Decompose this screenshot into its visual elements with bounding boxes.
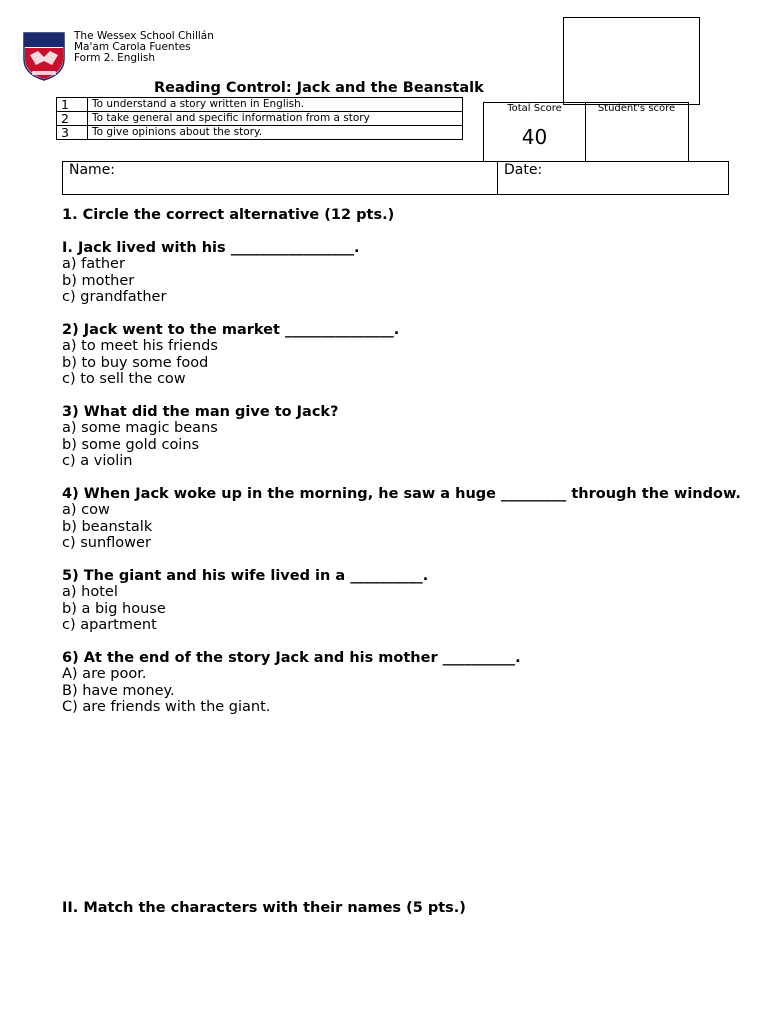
objective-row xyxy=(57,98,463,112)
school-name: The Wessex School Chillán xyxy=(74,30,214,42)
option[interactable]: b) mother xyxy=(62,272,135,289)
option[interactable]: C) are friends with the giant. xyxy=(62,699,271,715)
question-3 xyxy=(62,404,742,470)
course-name: Form 2. English xyxy=(74,52,156,64)
page-title: Reading Control: Jack and the Beanstalk xyxy=(154,80,484,96)
option[interactable]: b) beanstalk xyxy=(62,518,153,535)
objective-text: To take general and specific information from a story xyxy=(88,112,463,126)
school-logo xyxy=(22,31,66,81)
date-label: Date: xyxy=(504,162,543,178)
student-score-cell[interactable] xyxy=(585,103,688,161)
option[interactable]: b) some gold coins xyxy=(62,436,200,453)
option[interactable]: b) to buy some food xyxy=(62,354,209,371)
option[interactable]: a) father xyxy=(62,256,125,272)
total-score-label: Total Score xyxy=(507,103,562,114)
teacher-name: Ma'am Carola Fuentes xyxy=(74,41,191,53)
question-text: 5) The giant and his wife lived in a __________. xyxy=(62,567,429,584)
total-score-cell xyxy=(484,103,586,161)
section-1-heading: 1. Circle the correct alternative (12 pts.) xyxy=(62,207,395,223)
objective-row xyxy=(57,126,463,140)
section-2-heading: II. Match the characters with their names (5 pts.) xyxy=(62,900,466,916)
objectives-table xyxy=(56,97,463,140)
school-info xyxy=(74,31,214,64)
option[interactable]: c) sunflower xyxy=(62,535,151,551)
option[interactable]: b) a big house xyxy=(62,600,166,617)
question-4 xyxy=(62,486,742,552)
objective-text: To give opinions about the story. xyxy=(88,126,463,140)
question-text: 4) When Jack woke up in the morning, he saw a huge _________ through the window. xyxy=(62,485,741,502)
section-1 xyxy=(62,207,742,716)
name-field[interactable] xyxy=(63,162,498,194)
question-text: I. Jack lived with his _________________. xyxy=(62,239,360,256)
total-score-value: 40 xyxy=(521,125,548,149)
option[interactable]: a) cow xyxy=(62,502,110,518)
option[interactable]: c) to sell the cow xyxy=(62,371,186,387)
objective-number: 1 xyxy=(57,98,88,112)
question-text: 6) At the end of the story Jack and his mother __________. xyxy=(62,649,521,666)
student-score-label: Student's score xyxy=(597,103,676,114)
option[interactable]: a) hotel xyxy=(62,584,118,600)
option[interactable]: c) grandfather xyxy=(62,289,167,305)
question-1 xyxy=(62,240,742,306)
option[interactable]: c) apartment xyxy=(62,617,157,633)
question-text: 2) Jack went to the market _______________. xyxy=(62,321,400,338)
name-date-row xyxy=(62,161,729,195)
objective-row xyxy=(57,112,463,126)
objective-text: To understand a story written in English. xyxy=(88,98,463,112)
score-box xyxy=(483,102,689,162)
question-2 xyxy=(62,322,742,388)
question-5 xyxy=(62,568,742,634)
option[interactable]: a) some magic beans xyxy=(62,420,218,436)
stamp-box xyxy=(563,17,700,105)
objective-number: 2 xyxy=(57,112,88,126)
question-text: 3) What did the man give to Jack? xyxy=(62,403,339,420)
objective-number: 3 xyxy=(57,126,88,140)
option[interactable]: A) are poor. xyxy=(62,666,147,682)
name-label: Name: xyxy=(69,162,116,178)
option[interactable]: B) have money. xyxy=(62,682,175,699)
option[interactable]: a) to meet his friends xyxy=(62,338,218,354)
question-6 xyxy=(62,650,742,716)
option[interactable]: c) a violin xyxy=(62,453,133,469)
